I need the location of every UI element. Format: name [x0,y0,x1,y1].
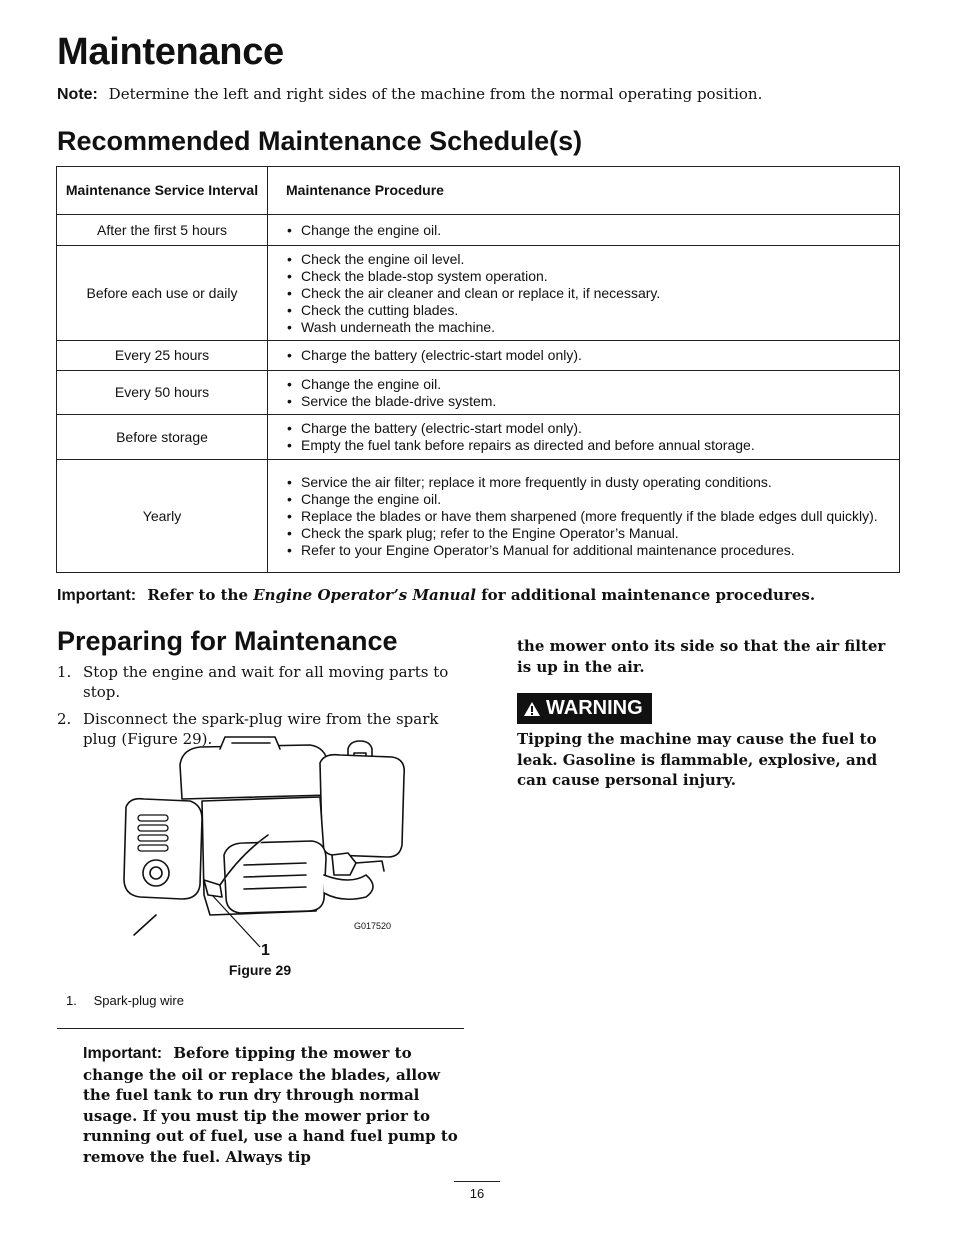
important-label: Important: [83,1045,163,1062]
procedure-list [286,222,889,239]
engine-illustration [120,735,420,955]
table-header-row [57,167,900,215]
note-paragraph [57,84,762,105]
procedure-item: • Check the spark plug; refer to the Engine Operator’s Manual. [286,525,889,542]
figure-code: G017520 [354,921,392,931]
table-row [57,341,900,371]
table-row [57,371,900,415]
step-number: 2. [57,710,72,728]
warning-text: Tipping the machine may cause the fuel to leak. Gasoline is flammable, explosive, and can cause personal injury. [517,730,878,789]
procedure-item: • Service the air filter; replace it more frequently in dusty operating conditions. [286,474,889,491]
procedure-list [286,420,889,454]
table-row [57,415,900,460]
maintenance-schedule-table [56,166,900,573]
note-text: Determine the left and right sides of the machine from the normal operating position. [108,85,763,103]
procedure-cell [268,341,900,371]
note-label: Note: [57,86,98,103]
procedure-list [286,251,889,336]
interval-cell: Yearly [57,460,268,573]
procedure-cell [268,215,900,246]
page-number: 16 [469,1186,485,1201]
figure-legend [66,993,184,1008]
procedure-item: • Check the engine oil level. [286,251,889,268]
procedure-item: • Check the air cleaner and clean or replace it, if necessary. [286,285,889,302]
table-row [57,246,900,341]
interval-cell: Every 50 hours [57,371,268,415]
important-text: Before tipping the mower to change the oil or replace the blades, allow the fuel tank to run dry through normal usage. If you must tip the mower prior to running out of fuel, use a hand fuel pump to remove the fuel. Always tip [83,1044,458,1166]
procedure-item: • Service the blade-drive system. [286,393,889,410]
manual-title: Engine Operator’s Manual [253,586,476,604]
procedure-column-header: Maintenance Procedure [268,167,900,215]
schedule-heading: Recommended Maintenance Schedule(s) [57,126,583,156]
page-title: Maintenance [57,31,284,73]
procedure-item: • Replace the blades or have them sharpened (more frequently if the blade edges dull quickly). [286,508,889,525]
important-text-before: Refer to the [147,586,249,604]
continued-text: the mower onto its side so that the air filter is up in the air. [517,637,886,676]
legend-divider [57,1028,464,1029]
procedure-item: • Refer to your Engine Operator’s Manual for additional maintenance procedures. [286,542,889,559]
procedure-item: • Charge the battery (electric-start model only). [286,347,889,364]
procedure-list [286,474,889,559]
procedure-item: • Change the engine oil. [286,491,889,508]
step-text: Disconnect the spark-plug wire from the spark plug (Figure 29). [83,710,439,748]
interval-cell: After the first 5 hours [57,215,268,246]
important-label: Important: [57,587,137,604]
procedure-list [286,376,889,410]
procedure-item: • Empty the fuel tank before repairs as directed and before annual storage. [286,437,889,454]
legend-number: 1. [66,993,77,1008]
procedure-cell [268,371,900,415]
interval-cell: Every 25 hours [57,341,268,371]
preparing-heading: Preparing for Maintenance [57,626,398,656]
procedure-item: • Change the engine oil. [286,376,889,393]
procedure-item: • Wash underneath the machine. [286,319,889,336]
table-body [57,215,900,573]
figure-callout: 1 [261,942,270,959]
warning-label: WARNING [546,697,643,719]
warning-badge [517,693,652,724]
procedure-item: • Check the cutting blades. [286,302,889,319]
procedure-cell [268,415,900,460]
interval-cell: Before storage [57,415,268,460]
table-row [57,460,900,573]
important-note-tipping [83,1043,467,1167]
important-text-after: for additional maintenance procedures. [481,586,816,604]
figure-caption: Figure 29 [228,962,292,978]
procedure-item: • Check the blade-stop system operation. [286,268,889,285]
interval-cell: Before each use or daily [57,246,268,341]
legend-text: Spark-plug wire [93,993,184,1008]
procedure-item: • Charge the battery (electric-start model only). [286,420,889,437]
page-number-rule [454,1181,500,1182]
procedure-list [286,347,889,364]
step-number: 1. [57,663,72,681]
procedure-cell [268,460,900,573]
warning-triangle-icon [523,701,541,717]
important-note-manual [57,585,815,606]
procedure-item: • Change the engine oil. [286,222,889,239]
procedure-cell [268,246,900,341]
step-text: Stop the engine and wait for all moving parts to stop. [83,663,449,701]
interval-column-header: Maintenance Service Interval [57,167,268,215]
step-item [57,662,467,702]
table-row [57,215,900,246]
